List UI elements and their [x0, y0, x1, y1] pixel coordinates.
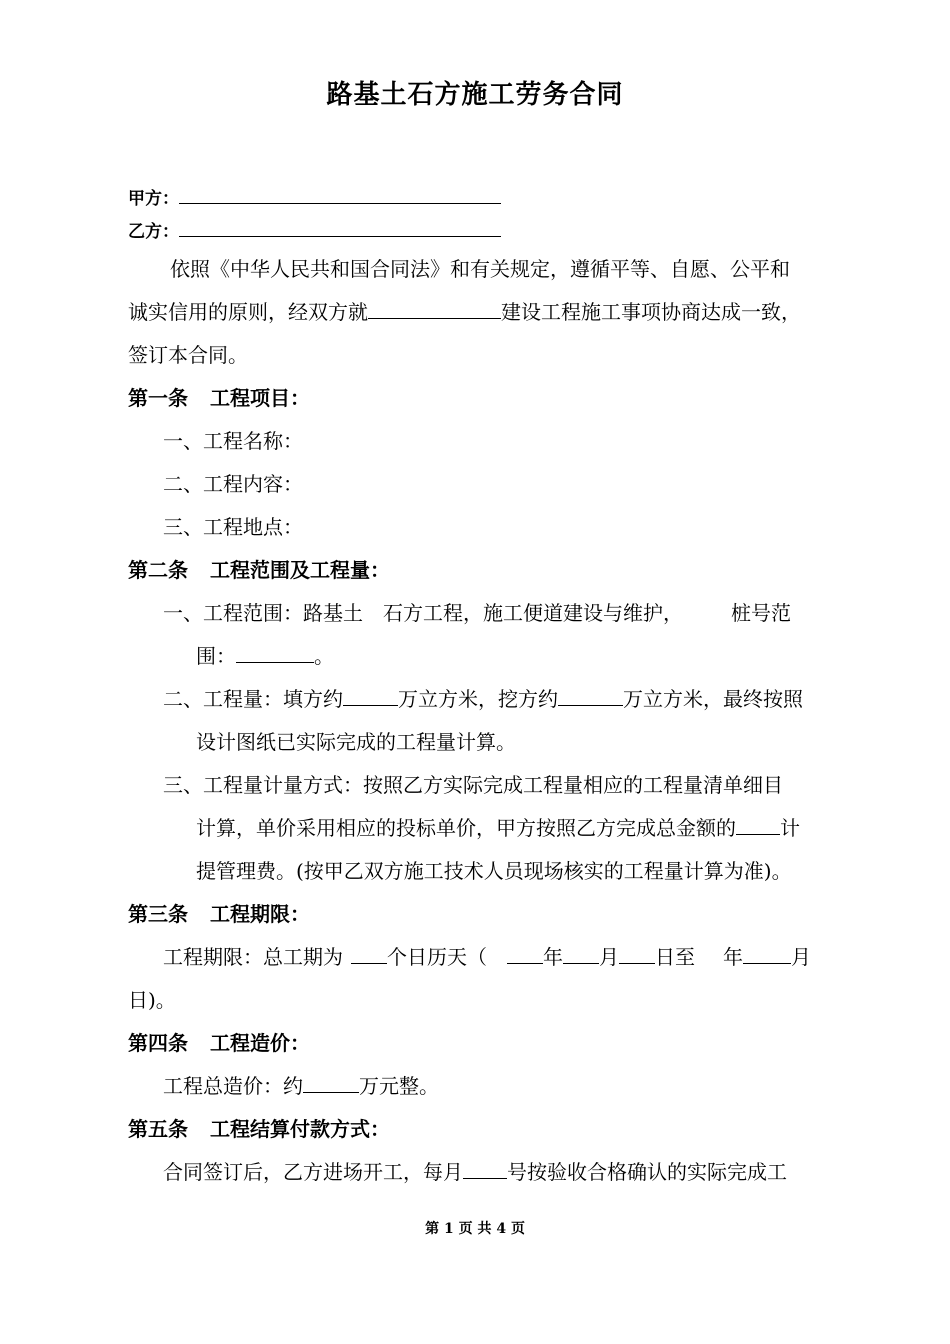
article-2-heading: [128, 554, 390, 583]
article-2-measure-line-1: 三、工程量计量方式：按照乙方实际完成工程量相应的工程量清单细目: [163, 773, 783, 797]
end-month-blank: [743, 945, 791, 964]
total-price-blank: [303, 1074, 359, 1093]
period-text-a: 工程期限：总工期为: [163, 945, 343, 969]
intro-text-b: 建设工程施工事项协商达成一致，: [501, 300, 801, 324]
intro-line-2: [128, 296, 801, 325]
party-b-label: 乙方：: [128, 222, 179, 242]
footer-text-a: 第: [425, 1221, 440, 1237]
article-5-heading: [128, 1113, 390, 1142]
page-footer: [0, 1218, 950, 1238]
footer-text-c: 共: [477, 1221, 492, 1237]
article-1-item-2: 二、工程内容：: [163, 472, 303, 496]
article-3-period-end: 日)。: [128, 988, 176, 1012]
quantity-text-a: 二、工程量：填方约: [163, 687, 343, 711]
article-1-title: 工程项目：: [210, 386, 310, 410]
period-text-e: 日至: [655, 945, 695, 969]
scope-text-d: 围：: [196, 644, 236, 668]
project-name-blank: [368, 300, 501, 319]
quantity-text-c: 万立方米，最终按照: [623, 687, 803, 711]
station-range-blank: [236, 644, 314, 663]
article-2-scope-line-2: [196, 640, 334, 669]
payment-text-b: 号按验收合格确认的实际完成工: [507, 1160, 787, 1184]
price-text-b: 万元整。: [359, 1074, 439, 1098]
footer-page-number: 1: [443, 1221, 454, 1237]
start-day-blank: [619, 945, 655, 964]
fill-volume-blank: [343, 687, 398, 706]
footer-text-b: 页: [458, 1221, 473, 1237]
article-3-number: 第三条: [128, 902, 188, 926]
party-b-blank: [179, 220, 501, 237]
article-2-number: 第二条: [128, 558, 188, 582]
article-3-title: 工程期限：: [210, 902, 310, 926]
article-2-title: 工程范围及工程量：: [210, 558, 390, 582]
period-text-g: 月: [791, 945, 811, 969]
payment-day-blank: [463, 1160, 507, 1179]
total-days-blank: [351, 945, 387, 964]
party-a-blank: [179, 187, 501, 204]
article-4-number: 第四条: [128, 1031, 188, 1055]
party-a-line: [128, 184, 501, 209]
start-month-blank: [563, 945, 599, 964]
footer-text-d: 页: [510, 1221, 525, 1237]
period-text-c: 年: [543, 945, 563, 969]
article-2-measure-line-3: 提管理费。(按甲乙双方施工技术人员现场核实的工程量计算为准)。: [196, 859, 792, 883]
period-text-b: 个日历天（: [387, 945, 487, 969]
article-5-payment-line: [163, 1156, 787, 1185]
period-text-f: 年: [723, 945, 743, 969]
article-4-title: 工程造价：: [210, 1031, 310, 1055]
period-text-d: 月: [599, 945, 619, 969]
scope-text-e: 。: [314, 644, 334, 668]
scope-text-a: 一、工程范围：路基土: [163, 601, 363, 625]
management-fee-rate-blank: [736, 816, 780, 835]
cut-volume-blank: [558, 687, 623, 706]
article-4-price-line: [163, 1070, 439, 1099]
scope-text-c: 桩号范: [731, 601, 791, 625]
article-5-number: 第五条: [128, 1117, 188, 1141]
start-year-blank: [507, 945, 543, 964]
footer-page-total: 4: [496, 1221, 507, 1237]
article-2-scope-line-1: [163, 597, 791, 626]
document-title: 路基土石方施工劳务合同: [326, 80, 624, 110]
party-b-line: [128, 217, 501, 242]
article-3-heading: [128, 898, 310, 927]
article-2-measure-line-2: [196, 812, 800, 841]
measure-text-c: 计: [780, 816, 800, 840]
article-1-heading: [128, 382, 310, 411]
intro-text-a: 诚实信用的原则，经双方就: [128, 300, 368, 324]
article-4-heading: [128, 1027, 310, 1056]
party-a-label: 甲方：: [128, 189, 179, 209]
measure-text-b: 计算，单价采用相应的投标单价，甲方按照乙方完成总金额的: [196, 816, 736, 840]
article-2-quantity-line-1: [163, 683, 803, 712]
price-text-a: 工程总造价：约: [163, 1074, 303, 1098]
article-1-item-1: 一、工程名称：: [163, 429, 303, 453]
article-1-item-3: 三、工程地点：: [163, 515, 303, 539]
payment-text-a: 合同签订后，乙方进场开工，每月: [163, 1160, 463, 1184]
scope-text-b: 石方工程，施工便道建设与维护，: [383, 601, 683, 625]
article-2-quantity-line-2: 设计图纸已实际完成的工程量计算。: [196, 730, 516, 754]
intro-line-1: 依照《中华人民共和国合同法》和有关规定，遵循平等、自愿、公平和: [170, 257, 790, 281]
article-3-period-line: [163, 941, 811, 970]
article-1-number: 第一条: [128, 386, 188, 410]
quantity-text-b: 万立方米，挖方约: [398, 687, 558, 711]
intro-line-3: 签订本合同。: [128, 343, 248, 367]
article-5-title: 工程结算付款方式：: [210, 1117, 390, 1141]
